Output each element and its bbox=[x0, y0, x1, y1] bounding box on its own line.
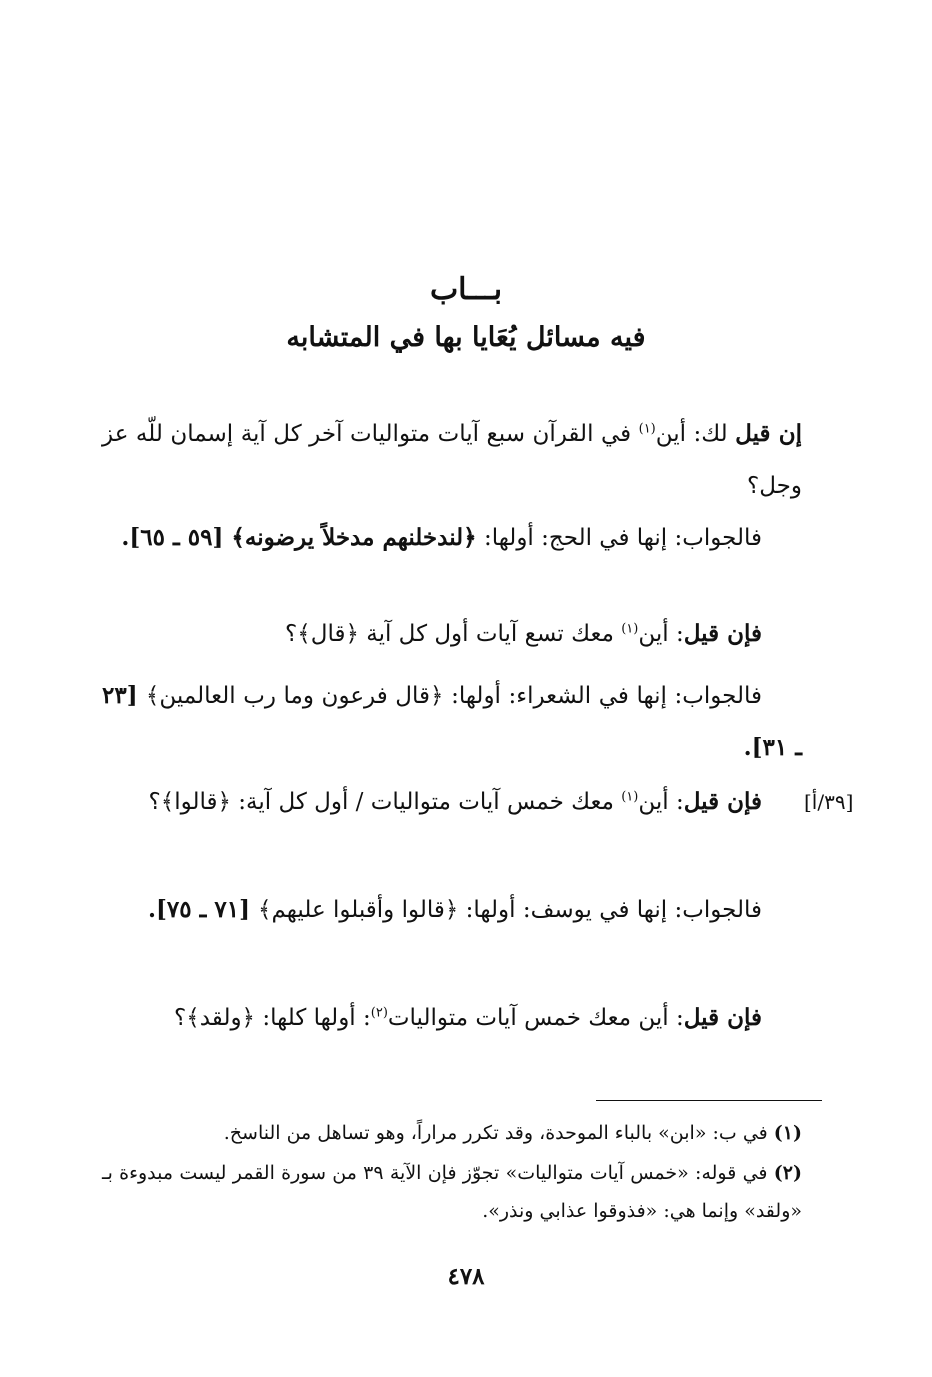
chapter-heading: بـــاب bbox=[429, 272, 503, 307]
footnote-1: (١) في ب: «ابن» بالباء الموحدة، وقد تكرر مراراً، وهو تساهل من الناسخ. bbox=[223, 1122, 802, 1144]
question-lead: فإن قيل bbox=[683, 788, 762, 815]
footnote-number: (١) bbox=[773, 1122, 802, 1144]
question-lead: فإن قيل bbox=[683, 620, 762, 647]
footnote-ref: (١) bbox=[621, 621, 639, 637]
paragraph-7: فإن قيل: أين معك خمس آيات متواليات$^{(٢)}$: أولها كلها: ﴿ولقد﴾؟ bbox=[174, 1004, 762, 1031]
verse: ﴿لندخلنهم مدخلاً يرضونه﴾ bbox=[231, 524, 477, 551]
paragraph-5: فإن قيل: أين$^{(١)}$ معك خمس آيات متواليات / أول كل آية: ﴿قالوا﴾؟ bbox=[148, 788, 762, 815]
chapter-subheading: فيه مسائل يُعَايا بها في المتشابه bbox=[286, 322, 646, 353]
footnote-ref: (١) bbox=[621, 789, 639, 805]
footnote-ref: (١) bbox=[638, 421, 656, 437]
footnote-number: (٢) bbox=[773, 1162, 802, 1184]
footnote-2: (٢) في قوله: «خمس آيات متواليات» تجوّز فإن الآية ٣٩ من سورة القمر ليست مبدوءة بـ «ولقد» وإنما هي: «فذوقوا عذابي ونذر». bbox=[102, 1162, 802, 1222]
footnote-ref: (٢) bbox=[370, 1005, 388, 1021]
paragraph-3: فإن قيل: أين$^{(١)}$ معك تسع آيات أول كل آية ﴿قال﴾؟ bbox=[285, 620, 762, 647]
folio-marker: [٣٩/أ] bbox=[804, 790, 854, 814]
question-lead: فإن قيل bbox=[683, 1004, 762, 1031]
footnote-divider bbox=[596, 1100, 822, 1101]
paragraph-2: فالجواب: إنها في الحج: أولها: ﴿لندخلنهم مدخلاً يرضونه﴾ [٥٩ ـ ٦٥]. bbox=[121, 524, 762, 551]
paragraph-1: إن قيل لك: أين$^{(١)}$ في القرآن سبع آيات متواليات آخر كل آية إسمان للّه عز وجل؟ bbox=[102, 420, 802, 499]
paragraph-6: فالجواب: إنها في يوسف: أولها: ﴿قالوا وأقبلوا عليهم﴾ [٧١ ـ ٧٥]. bbox=[148, 896, 762, 923]
page-number: ٤٧٨ bbox=[447, 1263, 485, 1290]
question-lead: إن قيل bbox=[735, 420, 802, 447]
paragraph-4: فالجواب: إنها في الشعراء: أولها: ﴿قال فرعون وما رب العالمين﴾ [٢٣ ـ ٣١]. bbox=[102, 682, 802, 761]
